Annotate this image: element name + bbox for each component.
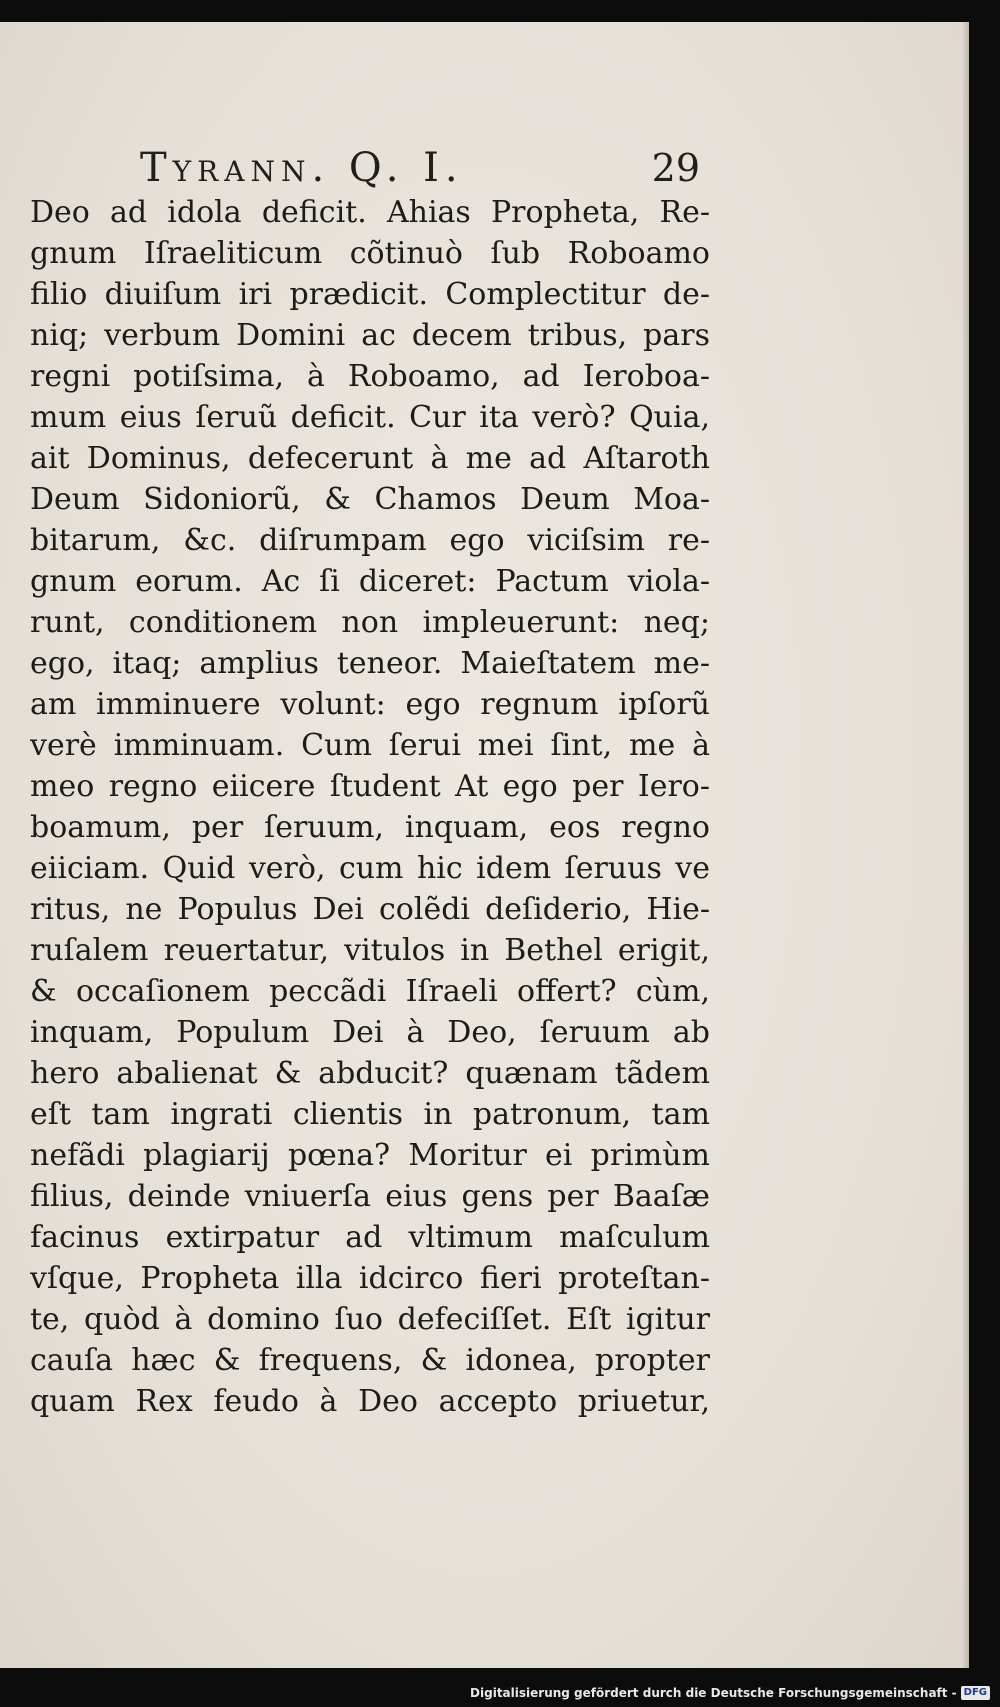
text-line: hero abalienat & abducit? quænam tãdem [30,1056,710,1091]
text-line: boamum, per ſeruum, inquam, eos regno [30,810,710,845]
text-line: regni potiſsima, à Roboamo, ad Ieroboa- [30,359,710,394]
text-line: te, quòd à domino ſuo defeciſſet. Eſt igitur [30,1302,710,1337]
dfg-logo-icon: DFG [961,1686,990,1700]
text-line: filio diuiſum iri prædicit. Complectitur de- [30,277,710,312]
text-line: gnum Iſraeliticum cõtinuò ſub Roboamo [30,236,710,271]
text-line: verè imminuam. Cum ſerui mei ſint, me à [30,728,710,763]
page-edge [963,22,969,1668]
text-line: filius, deinde vniuerſa eius gens per Baaſæ [30,1179,710,1214]
text-line: eiiciam. Quid verò, cum hic idem ſeruus ve [30,851,710,886]
text-line: Deum Sidoniorũ, & Chamos Deum Moa- [30,482,710,517]
text-line: ritus, ne Populus Dei colẽdi deſiderio, Hie- [30,892,710,927]
text-line: gnum eorum. Ac ſi diceret: Pactum viola- [30,564,710,599]
text-line: ruſalem reuertatur, vitulos in Bethel erigit, [30,933,710,968]
text-line: inquam, Populum Dei à Deo, ſeruum ab [30,1015,710,1050]
text-line: mum eius ſeruũ deficit. Cur ita verò? Quia, [30,400,710,435]
body-text [30,192,710,1422]
text-line: quam Rex feudo à Deo accepto priuetur, [30,1384,710,1419]
text-line: meo regno eiicere ſtudent At ego per Iero- [30,769,710,804]
running-head-title: Tyrann. Q. I. [140,145,464,191]
text-line: nefãdi plagiarij pœna? Moritur ei primùm [30,1138,710,1173]
page-number: 29 [651,146,700,190]
digitization-credit [470,1683,990,1703]
credit-text: Digitalisierung gefördert durch die Deutsche Forschungsgemeinschaft - [470,1686,957,1700]
text-line: eſt tam ingrati clientis in patronum, tam [30,1097,710,1132]
text-line: am imminuere volunt: ego regnum ipſorũ [30,687,710,722]
book-page [0,22,969,1668]
text-line: Deo ad idola deficit. Ahias Propheta, Re- [30,195,710,230]
text-line: & occaſionem peccãdi Iſraeli offert? cùm, [30,974,710,1009]
text-line: ego, itaq; amplius teneor. Maieſtatem me- [30,646,710,681]
text-line: niq; verbum Domini ac decem tribus, pars [30,318,710,353]
text-line: ait Dominus, defecerunt à me ad Aſtaroth [30,441,710,476]
text-line: cauſa hæc & frequens, & idonea, propter [30,1343,710,1378]
running-head [140,144,700,192]
text-line: vſque, Propheta illa idcirco fieri proteſtan- [30,1261,710,1296]
text-line: facinus extirpatur ad vltimum maſculum [30,1220,710,1255]
text-line: bitarum, &c. diſrumpam ego viciſsim re- [30,523,710,558]
text-line: runt, conditionem non impleuerunt: neq; [30,605,710,640]
